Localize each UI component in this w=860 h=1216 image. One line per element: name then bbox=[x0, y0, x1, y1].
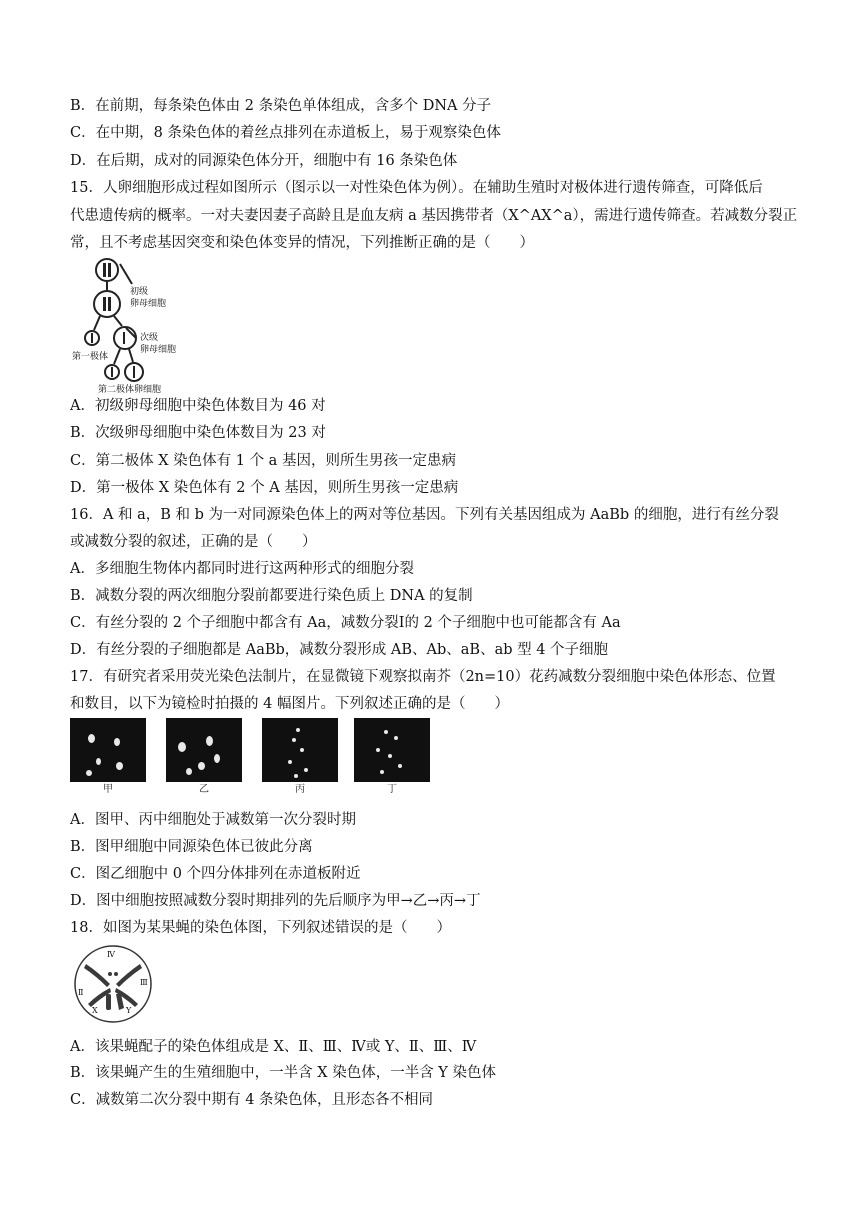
option-16a: A．多细胞生物体内都同时进行这两种形式的细胞分裂 bbox=[70, 561, 414, 577]
option-17b: B．图甲细胞中同源染色体已彼此分离 bbox=[70, 839, 313, 855]
micrograph-yi bbox=[166, 718, 242, 798]
micrograph-bing-label: 丙 bbox=[262, 782, 338, 798]
option-15d: D．第一极体 X 染色体有 2 个 A 基因，则所生男孩一定患病 bbox=[70, 480, 459, 496]
question-15-line2: 代患遗传病的概率。一对夫妻因妻子高龄且是血友病 a 基因携带者（X^AX^a），需进行遗传筛查。若减数分裂正 bbox=[70, 208, 798, 224]
question-18: 18．如图为某果蝇的染色体图，下列叙述错误的是（ ） bbox=[70, 920, 451, 936]
option-18a: A．该果蝇配子的染色体组成是 X、Ⅱ、Ⅲ、Ⅳ或 Y、Ⅱ、Ⅲ、Ⅳ bbox=[70, 1039, 477, 1055]
label-secondary: 次级 bbox=[140, 333, 159, 343]
option-16d: D．有丝分裂的子细胞都是 AaBb，减数分裂形成 AB、Ab、aB、ab 型 4 个子细胞 bbox=[70, 642, 609, 658]
option-14b: B．在前期，每条染色体由 2 条染色单体组成，含多个 DNA 分子 bbox=[70, 98, 492, 114]
question-17-line1: 17．有研究者采用荧光染色法制片，在显微镜下观察拟南芥（2n=10）花药减数分裂细胞中染色体形态、位置 bbox=[70, 669, 776, 685]
oogenesis-diagram bbox=[70, 256, 190, 394]
option-17d: D．图中细胞按照减数分裂时期排列的先后顺序为甲→乙→丙→丁 bbox=[70, 893, 481, 909]
label-egg: 卵细胞 bbox=[134, 385, 162, 395]
option-18c: C．减数第二次分裂中期有 4 条染色体，且形态各不相同 bbox=[70, 1092, 434, 1108]
question-15-line1: 15．人卵细胞形成过程如图所示（图示以一对性染色体为例）。在辅助生殖时对极体进行遗传筛查，可降低后 bbox=[70, 180, 763, 196]
option-18b: B．该果蝇产生的生殖细胞中，一半含 X 染色体，一半含 Y 染色体 bbox=[70, 1065, 496, 1081]
question-17-line2: 和数目，以下为镜检时拍摄的 4 幅图片。下列叙述正确的是（ ） bbox=[70, 696, 509, 712]
option-14c: C．在中期，8 条染色体的着丝点排列在赤道板上，易于观察染色体 bbox=[70, 125, 501, 141]
option-16c: C．有丝分裂的 2 个子细胞中都含有 Aa，减数分裂Ⅰ的 2 个子细胞中也可能都含有 Aa bbox=[70, 615, 621, 631]
option-14d: D．在后期，成对的同源染色体分开，细胞中有 16 条染色体 bbox=[70, 153, 458, 169]
label-secondary-2: 卵母细胞 bbox=[140, 345, 177, 355]
label-primary: 初级 bbox=[130, 287, 149, 297]
question-16-line1: 16．A 和 a，B 和 b 为一对同源染色体上的两对等位基因。下列有关基因组成为 AaBb 的细胞，进行有丝分裂 bbox=[70, 507, 779, 523]
label-polar1: 第一极体 bbox=[72, 352, 109, 362]
label-x: X bbox=[92, 1006, 98, 1015]
micrograph-bing bbox=[262, 718, 338, 798]
option-15a: A．初级卵母细胞中染色体数目为 46 对 bbox=[70, 398, 326, 414]
label-primary-2: 卵母细胞 bbox=[130, 299, 167, 309]
option-15b: B．次级卵母细胞中染色体数目为 23 对 bbox=[70, 425, 326, 441]
option-17c: C．图乙细胞中 0 个四分体排列在赤道板附近 bbox=[70, 866, 361, 882]
micrograph-ding bbox=[354, 718, 430, 798]
option-16b: B．减数分裂的两次细胞分裂前都要进行染色质上 DNA 的复制 bbox=[70, 588, 473, 604]
label-polar2: 第二极体 bbox=[98, 385, 135, 395]
label-ii: Ⅱ bbox=[78, 988, 84, 997]
micrograph-jia bbox=[70, 718, 146, 798]
micrograph-yi-label: 乙 bbox=[166, 782, 242, 798]
question-16-line2: 或减数分裂的叙述，正确的是（ ） bbox=[70, 534, 317, 550]
option-15c: C．第二极体 X 染色体有 1 个 a 基因，则所生男孩一定患病 bbox=[70, 453, 456, 469]
label-iv: Ⅳ bbox=[107, 950, 115, 959]
oogenesis-figure bbox=[70, 256, 190, 394]
option-17a: A．图甲、丙中细胞处于减数第一次分裂时期 bbox=[70, 812, 356, 828]
label-y: Y bbox=[126, 1006, 132, 1015]
micrograph-ding-label: 丁 bbox=[354, 782, 430, 798]
fruit-fly-chromosome-figure bbox=[70, 944, 156, 1026]
question-15-line3: 常，且不考虑基因突变和染色体变异的情况，下列推断正确的是（ ） bbox=[70, 235, 534, 251]
label-iii: Ⅲ bbox=[140, 978, 148, 987]
micrograph-jia-label: 甲 bbox=[70, 782, 146, 798]
